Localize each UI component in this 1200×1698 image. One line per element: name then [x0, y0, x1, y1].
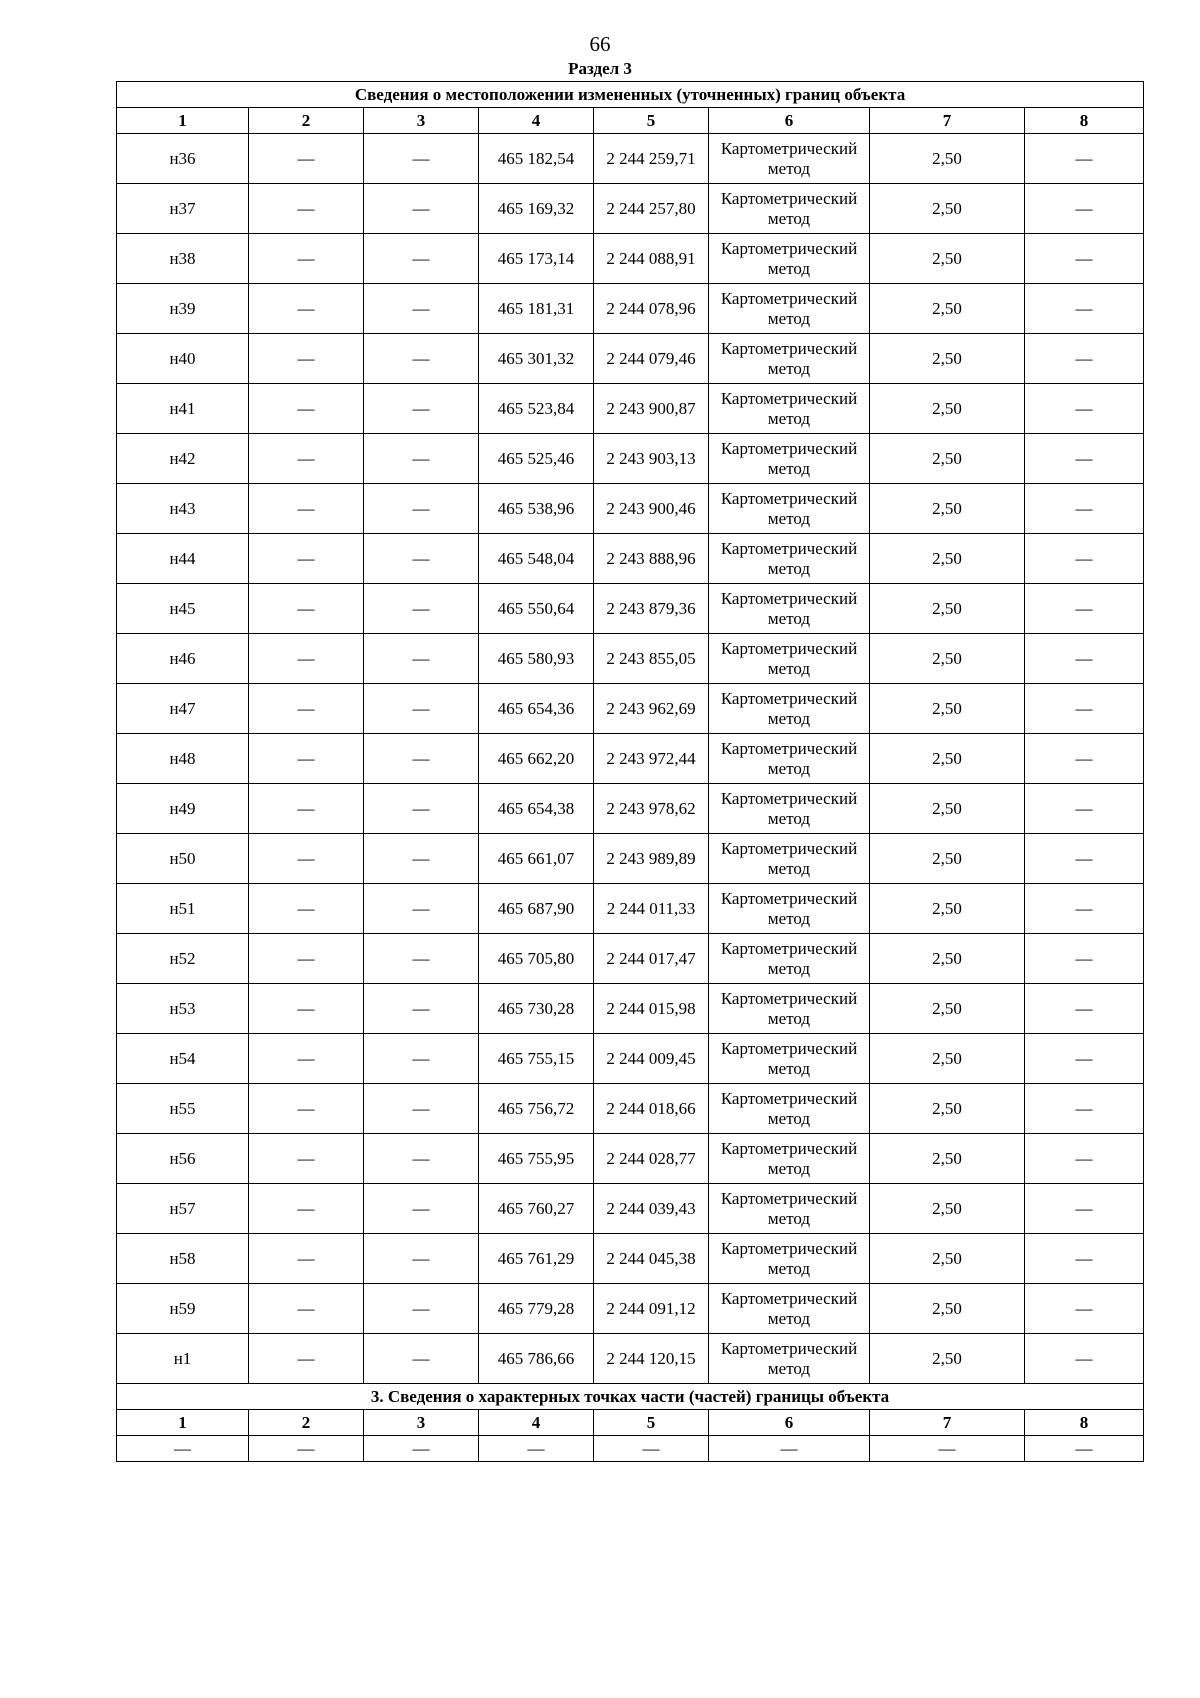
y-coordinate-cell: 2 243 903,13 — [594, 434, 709, 484]
x-coordinate-cell: 465 755,15 — [479, 1034, 594, 1084]
accuracy-cell: 2,50 — [870, 934, 1025, 984]
table-row — [117, 1084, 1144, 1134]
table-caption: Сведения о местоположении измененных (уточненных) границ объекта — [117, 82, 1144, 108]
table-row — [117, 184, 1144, 234]
col3-cell: — — [364, 1034, 479, 1084]
col2-cell: — — [249, 1034, 364, 1084]
x-coordinate-cell: 465 662,20 — [479, 734, 594, 784]
method-cell: Картометрический метод — [709, 784, 870, 834]
col3-cell: — — [364, 234, 479, 284]
method-cell: Картометрический метод — [709, 484, 870, 534]
table-row — [117, 934, 1144, 984]
accuracy-cell: 2,50 — [870, 1184, 1025, 1234]
point-number-cell: н43 — [117, 484, 249, 534]
table-row — [117, 384, 1144, 434]
y-coordinate-cell: 2 244 257,80 — [594, 184, 709, 234]
y-coordinate-cell: 2 244 088,91 — [594, 234, 709, 284]
col3-cell: — — [364, 584, 479, 634]
point-number-cell: н53 — [117, 984, 249, 1034]
x-coordinate-cell: 465 301,32 — [479, 334, 594, 384]
col2-cell: — — [249, 734, 364, 784]
col8-cell: — — [1025, 784, 1144, 834]
x-coordinate-cell: 465 169,32 — [479, 184, 594, 234]
parts-cell: — — [117, 1436, 249, 1462]
col8-cell: — — [1025, 234, 1144, 284]
col2-cell: — — [249, 934, 364, 984]
point-number-cell: н38 — [117, 234, 249, 284]
x-coordinate-cell: 465 779,28 — [479, 1284, 594, 1334]
col3-cell: — — [364, 1284, 479, 1334]
col2-cell: — — [249, 1134, 364, 1184]
x-coordinate-cell: 465 548,04 — [479, 534, 594, 584]
y-coordinate-cell: 2 244 011,33 — [594, 884, 709, 934]
col2-cell: — — [249, 484, 364, 534]
col8-cell: — — [1025, 1284, 1144, 1334]
col3-cell: — — [364, 1084, 479, 1134]
col3-cell: — — [364, 934, 479, 984]
col3-cell: — — [364, 384, 479, 434]
col2-cell: — — [249, 684, 364, 734]
method-cell: Картометрический метод — [709, 884, 870, 934]
col2-cell: — — [249, 1234, 364, 1284]
col8-cell: — — [1025, 634, 1144, 684]
table-row — [117, 434, 1144, 484]
y-coordinate-cell: 2 244 015,98 — [594, 984, 709, 1034]
accuracy-cell: 2,50 — [870, 284, 1025, 334]
point-number-cell: н56 — [117, 1134, 249, 1184]
column-number: 5 — [594, 108, 709, 134]
point-number-cell: н45 — [117, 584, 249, 634]
col3-cell: — — [364, 984, 479, 1034]
col3-cell: — — [364, 1134, 479, 1184]
parts-cell: — — [479, 1436, 594, 1462]
point-number-cell: н47 — [117, 684, 249, 734]
col8-cell: — — [1025, 484, 1144, 534]
y-coordinate-cell: 2 244 017,47 — [594, 934, 709, 984]
y-coordinate-cell: 2 243 989,89 — [594, 834, 709, 884]
col8-cell: — — [1025, 1034, 1144, 1084]
col8-cell: — — [1025, 334, 1144, 384]
x-coordinate-cell: 465 786,66 — [479, 1334, 594, 1384]
method-cell: Картометрический метод — [709, 1084, 870, 1134]
accuracy-cell: 2,50 — [870, 484, 1025, 534]
parts-cell: — — [1025, 1436, 1144, 1462]
method-cell: Картометрический метод — [709, 984, 870, 1034]
col3-cell: — — [364, 1184, 479, 1234]
col8-cell: — — [1025, 934, 1144, 984]
accuracy-cell: 2,50 — [870, 1334, 1025, 1384]
method-cell: Картометрический метод — [709, 1034, 870, 1084]
point-number-cell: н50 — [117, 834, 249, 884]
y-coordinate-cell: 2 244 091,12 — [594, 1284, 709, 1334]
accuracy-cell: 2,50 — [870, 134, 1025, 184]
y-coordinate-cell: 2 244 039,43 — [594, 1184, 709, 1234]
page-number: 66 — [589, 32, 611, 56]
table-row — [117, 1284, 1144, 1334]
column-number: 3 — [364, 108, 479, 134]
point-number-cell: н52 — [117, 934, 249, 984]
method-cell: Картометрический метод — [709, 734, 870, 784]
parts-cell: — — [870, 1436, 1025, 1462]
col2-cell: — — [249, 834, 364, 884]
col8-cell: — — [1025, 584, 1144, 634]
col8-cell: — — [1025, 284, 1144, 334]
column-number: 7 — [870, 1410, 1025, 1436]
accuracy-cell: 2,50 — [870, 584, 1025, 634]
y-coordinate-cell: 2 243 972,44 — [594, 734, 709, 784]
y-coordinate-cell: 2 243 978,62 — [594, 784, 709, 834]
col8-cell: — — [1025, 984, 1144, 1034]
method-cell: Картометрический метод — [709, 384, 870, 434]
method-cell: Картометрический метод — [709, 1284, 870, 1334]
y-coordinate-cell: 2 243 900,87 — [594, 384, 709, 434]
point-number-cell: н39 — [117, 284, 249, 334]
col2-cell: — — [249, 1084, 364, 1134]
method-cell: Картометрический метод — [709, 634, 870, 684]
col8-cell: — — [1025, 1234, 1144, 1284]
col8-cell: — — [1025, 1334, 1144, 1384]
column-number: 1 — [117, 1410, 249, 1436]
point-number-cell: н55 — [117, 1084, 249, 1134]
table-row — [117, 1134, 1144, 1184]
col3-cell: — — [364, 734, 479, 784]
method-cell: Картометрический метод — [709, 934, 870, 984]
column-number: 2 — [249, 108, 364, 134]
accuracy-cell: 2,50 — [870, 984, 1025, 1034]
y-coordinate-cell: 2 243 888,96 — [594, 534, 709, 584]
col2-cell: — — [249, 184, 364, 234]
col2-cell: — — [249, 1184, 364, 1234]
method-cell: Картометрический метод — [709, 334, 870, 384]
table-row — [117, 1184, 1144, 1234]
x-coordinate-cell: 465 661,07 — [479, 834, 594, 884]
point-number-cell: н54 — [117, 1034, 249, 1084]
table-row — [117, 484, 1144, 534]
col2-cell: — — [249, 284, 364, 334]
col3-cell: — — [364, 284, 479, 334]
column-number-row — [117, 108, 1144, 134]
x-coordinate-cell: 465 181,31 — [479, 284, 594, 334]
method-cell: Картометрический метод — [709, 834, 870, 884]
col2-cell: — — [249, 134, 364, 184]
point-number-cell: н40 — [117, 334, 249, 384]
table-row — [117, 1334, 1144, 1384]
col8-cell: — — [1025, 384, 1144, 434]
col3-cell: — — [364, 634, 479, 684]
col3-cell: — — [364, 334, 479, 384]
y-coordinate-cell: 2 244 079,46 — [594, 334, 709, 384]
accuracy-cell: 2,50 — [870, 734, 1025, 784]
y-coordinate-cell: 2 244 120,15 — [594, 1334, 709, 1384]
col3-cell: — — [364, 884, 479, 934]
x-coordinate-cell: 465 580,93 — [479, 634, 594, 684]
accuracy-cell: 2,50 — [870, 1084, 1025, 1134]
method-cell: Картометрический метод — [709, 1234, 870, 1284]
parts-cell: — — [709, 1436, 870, 1462]
col2-cell: — — [249, 234, 364, 284]
point-number-cell: н49 — [117, 784, 249, 834]
col3-cell: — — [364, 484, 479, 534]
table-row — [117, 584, 1144, 634]
x-coordinate-cell: 465 550,64 — [479, 584, 594, 634]
table-row — [117, 334, 1144, 384]
col3-cell: — — [364, 534, 479, 584]
method-cell: Картометрический метод — [709, 1334, 870, 1384]
y-coordinate-cell: 2 244 018,66 — [594, 1084, 709, 1134]
column-number: 2 — [249, 1410, 364, 1436]
table-row — [117, 884, 1144, 934]
col2-cell: — — [249, 884, 364, 934]
parts-column-number-row — [117, 1410, 1144, 1436]
point-number-cell: н41 — [117, 384, 249, 434]
accuracy-cell: 2,50 — [870, 334, 1025, 384]
method-cell: Картометрический метод — [709, 234, 870, 284]
x-coordinate-cell: 465 654,38 — [479, 784, 594, 834]
parts-cell: — — [249, 1436, 364, 1462]
point-number-cell: н51 — [117, 884, 249, 934]
point-number-cell: н36 — [117, 134, 249, 184]
col3-cell: — — [364, 784, 479, 834]
x-coordinate-cell: 465 173,14 — [479, 234, 594, 284]
x-coordinate-cell: 465 705,80 — [479, 934, 594, 984]
column-number: 6 — [709, 1410, 870, 1436]
y-coordinate-cell: 2 244 045,38 — [594, 1234, 709, 1284]
col8-cell: — — [1025, 534, 1144, 584]
x-coordinate-cell: 465 654,36 — [479, 684, 594, 734]
col3-cell: — — [364, 684, 479, 734]
col8-cell: — — [1025, 734, 1144, 784]
y-coordinate-cell: 2 244 028,77 — [594, 1134, 709, 1184]
col8-cell: — — [1025, 1184, 1144, 1234]
method-cell: Картометрический метод — [709, 684, 870, 734]
table-row — [117, 284, 1144, 334]
boundary-table — [116, 81, 1144, 1462]
column-number: 8 — [1025, 108, 1144, 134]
parts-cell: — — [364, 1436, 479, 1462]
col8-cell: — — [1025, 134, 1144, 184]
y-coordinate-cell: 2 244 078,96 — [594, 284, 709, 334]
col2-cell: — — [249, 384, 364, 434]
parts-table-row — [117, 1436, 1144, 1462]
point-number-cell: н42 — [117, 434, 249, 484]
col3-cell: — — [364, 184, 479, 234]
x-coordinate-cell: 465 182,54 — [479, 134, 594, 184]
x-coordinate-cell: 465 755,95 — [479, 1134, 594, 1184]
col3-cell: — — [364, 434, 479, 484]
method-cell: Картометрический метод — [709, 284, 870, 334]
col3-cell: — — [364, 1234, 479, 1284]
column-number: 1 — [117, 108, 249, 134]
x-coordinate-cell: 465 687,90 — [479, 884, 594, 934]
parts-table-caption: 3. Сведения о характерных точках части (частей) границы объекта — [117, 1384, 1144, 1410]
point-number-cell: н57 — [117, 1184, 249, 1234]
method-cell: Картометрический метод — [709, 1184, 870, 1234]
point-number-cell: н1 — [117, 1334, 249, 1384]
col2-cell: — — [249, 984, 364, 1034]
col2-cell: — — [249, 1284, 364, 1334]
x-coordinate-cell: 465 730,28 — [479, 984, 594, 1034]
col8-cell: — — [1025, 684, 1144, 734]
table-row — [117, 784, 1144, 834]
accuracy-cell: 2,50 — [870, 1284, 1025, 1334]
table-row — [117, 234, 1144, 284]
col8-cell: — — [1025, 1084, 1144, 1134]
table-row — [117, 834, 1144, 884]
point-number-cell: н48 — [117, 734, 249, 784]
accuracy-cell: 2,50 — [870, 534, 1025, 584]
x-coordinate-cell: 465 538,96 — [479, 484, 594, 534]
column-number: 6 — [709, 108, 870, 134]
accuracy-cell: 2,50 — [870, 884, 1025, 934]
method-cell: Картометрический метод — [709, 434, 870, 484]
col8-cell: — — [1025, 1134, 1144, 1184]
col2-cell: — — [249, 334, 364, 384]
col2-cell: — — [249, 534, 364, 584]
method-cell: Картометрический метод — [709, 1134, 870, 1184]
col3-cell: — — [364, 1334, 479, 1384]
table-row — [117, 984, 1144, 1034]
accuracy-cell: 2,50 — [870, 784, 1025, 834]
accuracy-cell: 2,50 — [870, 1234, 1025, 1284]
col2-cell: — — [249, 634, 364, 684]
method-cell: Картометрический метод — [709, 584, 870, 634]
point-number-cell: н59 — [117, 1284, 249, 1334]
y-coordinate-cell: 2 244 259,71 — [594, 134, 709, 184]
col8-cell: — — [1025, 884, 1144, 934]
column-number: 4 — [479, 1410, 594, 1436]
table-row — [117, 734, 1144, 784]
column-number: 7 — [870, 108, 1025, 134]
table-row — [117, 684, 1144, 734]
table-row — [117, 634, 1144, 684]
table-row — [117, 134, 1144, 184]
col8-cell: — — [1025, 834, 1144, 884]
parts-cell: — — [594, 1436, 709, 1462]
x-coordinate-cell: 465 523,84 — [479, 384, 594, 434]
point-number-cell: н46 — [117, 634, 249, 684]
accuracy-cell: 2,50 — [870, 634, 1025, 684]
method-cell: Картометрический метод — [709, 184, 870, 234]
col2-cell: — — [249, 434, 364, 484]
method-cell: Картометрический метод — [709, 534, 870, 584]
accuracy-cell: 2,50 — [870, 434, 1025, 484]
col2-cell: — — [249, 1334, 364, 1384]
table-row — [117, 1234, 1144, 1284]
y-coordinate-cell: 2 243 855,05 — [594, 634, 709, 684]
method-cell: Картометрический метод — [709, 134, 870, 184]
point-number-cell: н58 — [117, 1234, 249, 1284]
column-number: 8 — [1025, 1410, 1144, 1436]
accuracy-cell: 2,50 — [870, 184, 1025, 234]
section-title: Раздел 3 — [568, 59, 632, 78]
table-row — [117, 534, 1144, 584]
y-coordinate-cell: 2 244 009,45 — [594, 1034, 709, 1084]
col2-cell: — — [249, 584, 364, 634]
y-coordinate-cell: 2 243 900,46 — [594, 484, 709, 534]
x-coordinate-cell: 465 525,46 — [479, 434, 594, 484]
y-coordinate-cell: 2 243 879,36 — [594, 584, 709, 634]
column-number: 4 — [479, 108, 594, 134]
col2-cell: — — [249, 784, 364, 834]
accuracy-cell: 2,50 — [870, 384, 1025, 434]
accuracy-cell: 2,50 — [870, 1134, 1025, 1184]
table-row — [117, 1034, 1144, 1084]
x-coordinate-cell: 465 760,27 — [479, 1184, 594, 1234]
point-number-cell: н37 — [117, 184, 249, 234]
y-coordinate-cell: 2 243 962,69 — [594, 684, 709, 734]
x-coordinate-cell: 465 756,72 — [479, 1084, 594, 1134]
column-number: 5 — [594, 1410, 709, 1436]
accuracy-cell: 2,50 — [870, 1034, 1025, 1084]
col3-cell: — — [364, 834, 479, 884]
accuracy-cell: 2,50 — [870, 234, 1025, 284]
accuracy-cell: 2,50 — [870, 684, 1025, 734]
col8-cell: — — [1025, 184, 1144, 234]
accuracy-cell: 2,50 — [870, 834, 1025, 884]
x-coordinate-cell: 465 761,29 — [479, 1234, 594, 1284]
col8-cell: — — [1025, 434, 1144, 484]
column-number: 3 — [364, 1410, 479, 1436]
col3-cell: — — [364, 134, 479, 184]
point-number-cell: н44 — [117, 534, 249, 584]
